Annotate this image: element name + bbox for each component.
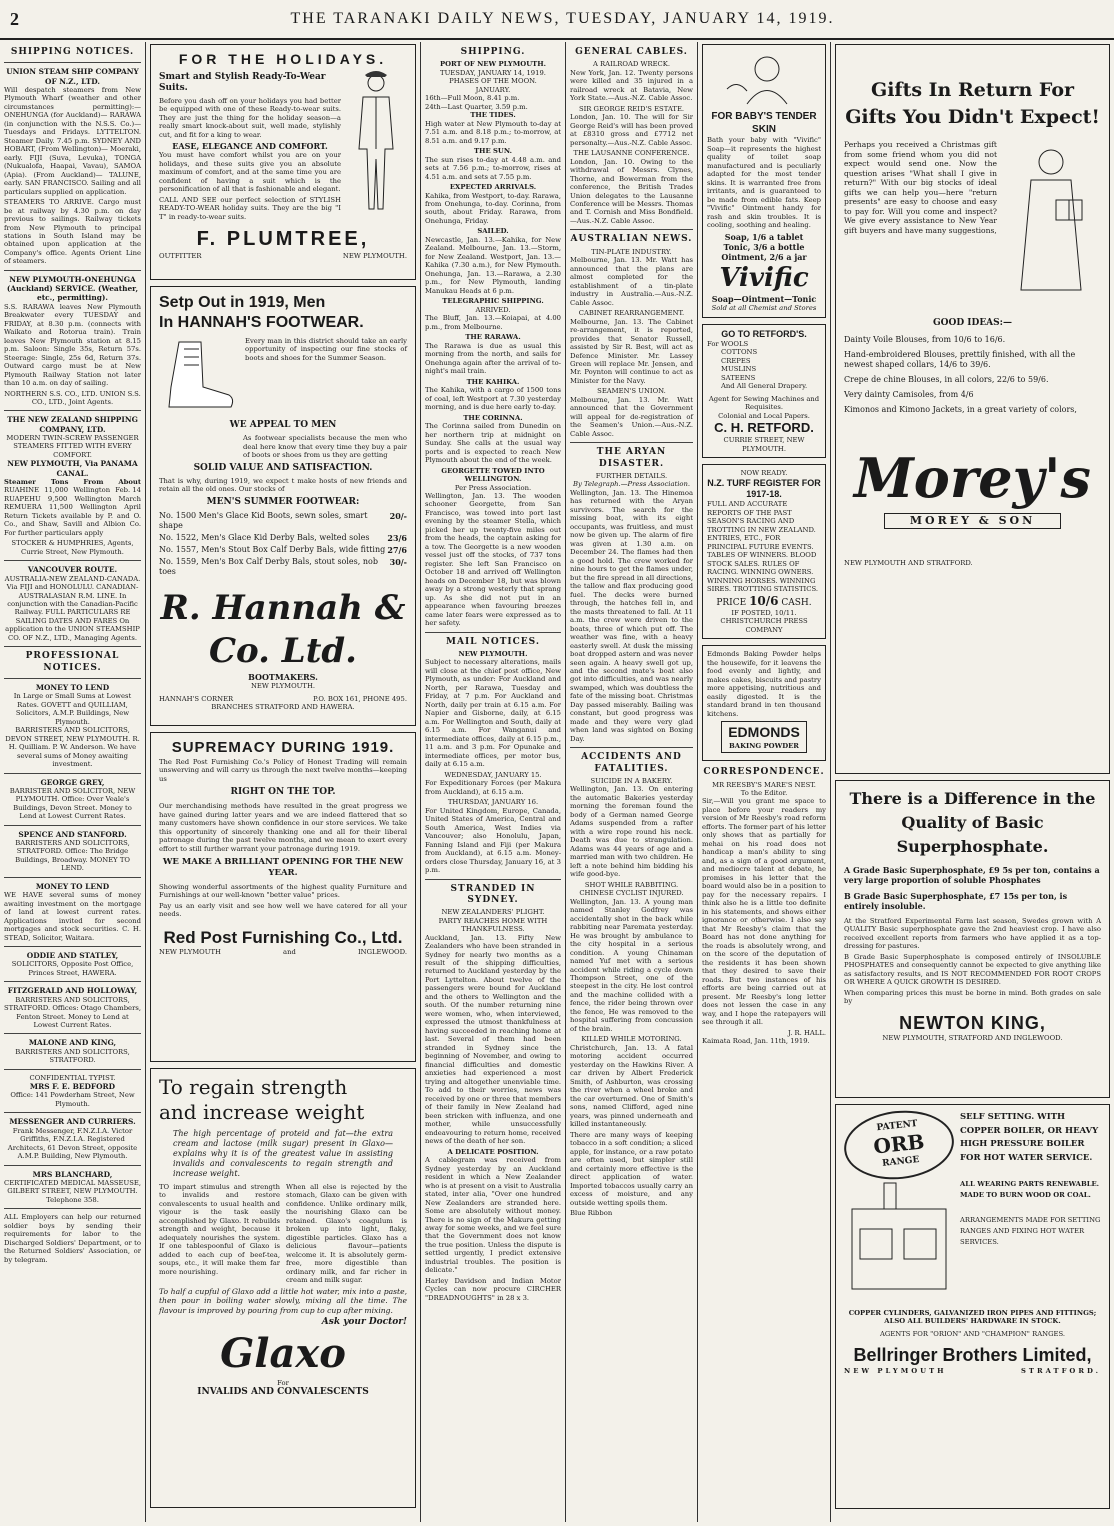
article-text: Sir,—Will you grant me space to place before your readers my version of Mr Reesby's road reform efforts. The former part of his letter only shows that as partially for mehai on his road does not handicap a man's ability to sing and, as a sign of a good argument, and mediocre talent at debate, he promises in his letter that the board would also be in a position to pay for the necessary repairs. I think also he is a little too definite in his statements, and shows either ignorance or otherwise. I also say that Mr Reesby's claim that the Board has not done anything for the roads is absolutely wrong, and on the score of the deputation of the residents it has been shown that they desired to save their roads. But two instances of his efforts are being carried out at present. Mr Reesby's long letter does not lessen the case in any way, and I hope the ratepayers will see through it all.: [702, 797, 827, 1027]
ad-footer: CURRIE STREET, NEW PLYMOUTH.: [723, 436, 805, 453]
notice-heading: SPENCE AND STANFORD.: [18, 829, 127, 839]
article-text: Wellington, Jan. 13. The wooden schooner Georgette, from San Francisco, was towed into port last evening by the steamer Stella, which picked her up twenty-five miles out from the heads, the captain asking for a tow. The Georgette is a new wooden vessel just off the stocks, of 737 tons register. She left San Francisco on October 18 and arrived off Wellington heads on December 18, but was blown away by a strong westerly that sprang up. As she did not put in an appearance when favouring breezes came later fears were expressed as to her safety.: [425, 491, 561, 628]
list-item: CREPES: [721, 356, 751, 365]
article-text: 16th—Full Moon, 8.41 p.m.: [425, 94, 520, 103]
table-row: REMUERA 11,500 Wellington April: [4, 503, 141, 512]
sub-heading: TIN-PLATE INDUSTRY.: [591, 247, 672, 256]
sub-heading: KILLED WHILE MOTORING.: [581, 1035, 682, 1044]
ad-footer: STRATFORD.: [1021, 1366, 1101, 1375]
article-text: 24th—Last Quarter, 3.59 p.m.: [425, 102, 528, 111]
notice-heading: MONEY TO LEND: [35, 881, 110, 891]
article-text: Blue Ribbon: [570, 1209, 613, 1218]
notice-body: BARRISTER AND SOLICITOR, NEW PLYMOUTH. Office: Over Veale's Buildings, Devon Street. Money to Lend at Lowest Current Rates.: [9, 786, 136, 821]
sub-heading: GEORGETTE TOWED INTO WELLINGTON.: [441, 466, 545, 484]
ad-subtitle: Smart and Stylish Ready-To-Wear Suits.: [159, 71, 326, 93]
section-heading: THE ARYAN DISASTER.: [596, 447, 667, 469]
ad-footer: NEW PLYMOUTH: [159, 947, 221, 956]
right-advertisements-column: [831, 42, 1114, 1522]
list-item: Dainty Voile Blouses, from 10/6 to 16/6.: [844, 335, 1006, 345]
red-post-name: Red Post Furnishing Co., Ltd.: [163, 927, 403, 947]
ad-body: Before you dash off on your holidays you had better be equipped with one of these Ready-to-wear suits. They are just the thing for the holiday season—a really smart knock-about suit, well made, stylishly cut, and fit for a king to wear.: [159, 97, 341, 139]
notice-body: BARRISTERS AND SOLICITORS, STRATFORD. Office: The Bridge Buildings, Broadway. MONEY TO LEND.: [15, 838, 130, 873]
morey-gifts-ad: [835, 44, 1110, 774]
sub-heading: SEAMEN'S UNION.: [597, 387, 666, 396]
sub-heading: PARTY REACHES HOME WITH THANKFULNESS.: [438, 916, 548, 934]
sub-heading: PHASES OF THE MOON.: [449, 77, 537, 86]
ad-footer: HANNAH'S CORNER: [159, 694, 234, 703]
ad-subheading: A Grade Basic Superphosphate, £9 5s per ton, contains a very large proportion of soluble Phosphates: [844, 865, 1100, 885]
ad-title: and increase weight: [159, 1100, 365, 1124]
morey-logo: Morey's: [854, 446, 1091, 511]
ad-body: The high percentage of proteid and fat—the extra cream and lactose (milk sugar) present in Glaxo—explains why it is of the greatest value in assisting invalids and convalescents to regain strength and increase weight.: [173, 1129, 393, 1178]
table-row: RUAHINE 11,000 Wellington Feb. 14: [4, 486, 141, 495]
ad-body: CALL AND SEE our perfect selection of STYLISH READY-TO-WEAR holiday suits. They are the big "I T" in ready-to-wear suits.: [159, 195, 341, 221]
ad-footer: NEW PLYMOUTH, STRATFORD AND INGLEWOOD.: [882, 1034, 1063, 1043]
vivific-ad: [702, 44, 826, 318]
article-text: Wellington, Jan. 13. A young man named Stanley Godfrey was accidentally shot in the back while rabbiting near Paremata yesterday. He was brought by ambulance to the city hospital in a serious condition. A young Chinaman named Yuf met with a serious accident while riding a cycle down Thompson Street, one of the steepest in the city. He lost control and the machine collided with a fence, the rider being thrown over the fence, He was removed to the hospital suffering from concussion of the brain.: [570, 897, 693, 1033]
retford-ad: [702, 324, 826, 459]
ad-footer: IF POSTED, 10/11.: [731, 608, 797, 617]
return-tickets: Return Tickets available by P. and O. Co., and Shaw, Savill and Albion Co. For further particulars apply: [4, 511, 141, 537]
vancouver-title: VANCOUVER ROUTE.: [27, 565, 118, 575]
section-heading: STRANDED IN SYDNEY.: [450, 883, 536, 905]
sub-heading: TELEGRAPHIC SHIPPING.: [442, 297, 544, 306]
notice-heading: MRS F. E. BEDFORD: [29, 1082, 116, 1092]
edmonds-ad: [702, 645, 826, 761]
ad-body: Agent for Sewing Machines and Requisites.: [708, 394, 820, 412]
sub-heading: ARRIVED.: [475, 305, 511, 314]
notice-body: SOLICITORS, Opposite Post Office, Princes Street, HAWERA.: [11, 960, 134, 977]
ad-title: There is a Difference in the Quality of Basic Superphosphate.: [849, 789, 1096, 856]
price-item: Soap, 1/6 a tablet: [724, 231, 804, 242]
sub-heading: SAILED.: [477, 227, 509, 236]
ad-body: As footwear specialists because the men who deal here know that every time they buy a pair of boots or shoes from us they are getting: [243, 434, 407, 460]
sub-heading: To the Editor.: [740, 789, 788, 797]
ad-title: In HANNAH'S FOOTWEAR.: [159, 314, 364, 331]
ad-body: Colonial and Local Papers.: [718, 411, 810, 420]
ad-body: Every man in this district should take an early opportunity of inspecting our fine stocks of boots and shoes for the Summer Season.: [245, 337, 407, 362]
superphosphate-ad: [835, 780, 1110, 1098]
article-text: High water at New Plymouth to-day at 7.51 a.m. and 8.18 p.m.; to-morrow, at 8.51 a.m. and 9.17 p.m.: [425, 119, 561, 145]
article-text: Kahika, from Westport, to-day. Rarawa, from Onehunga, to-day. Corinna, from south, about Friday. Rarawa, from Onehunga, Friday.: [425, 191, 561, 225]
sub-heading: SHOT WHILE RABBITING.: [584, 880, 679, 889]
article-text: Melbourne, Jan. 13. Mr. Watt announced that the Government will appeal for de-registration of the Seamen's Union.—Aus.-N.Z. Cable Assoc.: [570, 395, 693, 438]
ad-footer: P.O. BOX 161, PHONE 495.: [313, 694, 407, 703]
steamers-to-arrive: STEAMERS TO ARRIVE. Cargo must be at railway by 4.30 p.m. on day previous to sailings. Railway tickets from New Plymouth to principal stations in South Island may be obtained upon application at the Company's office. Agents Orient Line of steamers.: [4, 198, 141, 266]
notice-heading: CONFIDENTIAL TYPIST.: [29, 1073, 116, 1082]
ad-body: When comparing prices this must be borne in mind. Both grades on sale by: [844, 988, 1101, 1006]
ad-body: That is why, during 1919, we expect t make hosts of new friends and retain all the old ones. Our stocks of: [159, 476, 407, 494]
ad-body: You must have comfort whilst you are on your holidays, and these suits give you an absolute maximum of comfort, and at the same time you are confident of having a suit which is the personification of all that is fashionable and elegant.: [159, 151, 341, 194]
union-company-title: UNION STEAM SHIP COMPANY OF N.Z., LTD.: [6, 67, 139, 86]
ad-subheading: WE MAKE A BRILLIANT OPENING FOR THE NEW YEAR.: [162, 857, 404, 878]
notice-heading: MRS BLANCHARD,: [32, 1169, 113, 1179]
ad-footer: OUTFITTER: [159, 252, 202, 261]
ad-subheading: SELF SETTING. WITH COPPER BOILER, OR HEAVY HIGH PRESSURE BOILER FOR HOT WATER SERVICE.: [960, 1112, 1099, 1163]
sub-heading: THE TIDES.: [470, 111, 516, 120]
newspaper-title: THE TARANAKI DAILY NEWS, TUESDAY, JANUARY 14, 1919.: [290, 10, 835, 27]
price-item: No. 1559, Men's Box Calf Derby Bals, stout soles, nob toes 30/-: [159, 557, 407, 577]
article-text: London, Jan. 10. The will for Sir George Reid's will has been proved at £8310 gross and £7712 net personalty.—Aus.-N.Z. Cable Assoc.: [570, 113, 693, 147]
article-text: Wellington, Jan. 13. On entering the automatic Bakeries yesterday morning the foreman found the body of a German named George Adams suspended from a rafter with a wire rope round his neck. Death was due to strangulation. Adams was 44 years of age and a married man with two children. He left a note behind him bidding his wife good-bye.: [570, 785, 693, 879]
onehunga-title: NEW PLYMOUTH-ONEHUNGA (Auckland) SERVICE. (Weather, etc., permitting).: [6, 274, 139, 303]
ad-subheading: RIGHT ON THE TOP.: [230, 787, 336, 798]
article-text: For United Kingdom, Europe, Canada, United States of America, Central and South America, West Indies via Vancouver; also Honolulu, Japan, Fanning Island and Fiji (per Makura from Auckland), at 6.15 a.m. Money-orders close Thursday, January 16, at 3 p.m.: [425, 806, 561, 875]
ad-footer: NEW PLYMOUTH AND STRATFORD.: [844, 558, 973, 567]
ad-body: ARRANGEMENTS MADE FOR SETTING RANGES AND FIXING HOT WATER SERVICES.: [960, 1216, 1101, 1246]
ad-title: GO TO RETFORD'S.: [721, 328, 807, 339]
ad-body: Our merchandising methods have resulted in the great progress we have gained during latter years and we are indeed flattered that so many customers have shown confidence in our store services. We take this opportunity of sincerely thanking one and all for their liberal patronage during the past twelve months, and we mean to exert every effort to still further warrant your patronage during 1919.: [159, 802, 407, 853]
plumtree-name: F. PLUMTREE,: [196, 228, 370, 251]
price-item: Ointment, 2/6 a jar: [721, 251, 807, 262]
list-item: Hand-embroidered Blouses, prettily finished, with all the newest shaped collars, 14/6 to 39/6.: [844, 350, 1076, 370]
ad-body: TO impart stimulus and strength to invalids and restore convalescents to usual health and vigour is the task easily accomplished by Glaxo. It rebuilds strength and weight, because it adequately nourishes the system. If one tablespoonful of Glaxo is added to each cup of beef-tea, soups, etc., it will make them far more nourishing.: [159, 1183, 280, 1276]
ad-footer: Sold at all Chemist and Stores: [711, 304, 817, 313]
notice-heading: FITZGERALD AND HOLLOWAY,: [7, 986, 138, 996]
onehunga-body: S.S. RARAWA leaves New Plymouth Breakwater every TUESDAY and FRIDAY, at 8.30 p.m. (connects with Waikato and Rotorua train). Train leaves New Plymouth station at 8.15 p.m. Saloon: Single 35s, Return 57s. Steerage: Single, 25s 6d, Return 37s. Outward cargo must be at New Plymouth Railway Station not later than 10 a.m. on day of sailing.: [4, 302, 141, 388]
notice-body: BARRISTERS AND SOLICITORS, DEVON STREET, NEW PLYMOUTH. R. H. Quilliam. P. W. Anderson. We have several sums of Money awaiting investment.: [5, 726, 140, 769]
ad-body: AGENTS FOR "ORION" AND "CHAMPION" RANGES.: [879, 1329, 1066, 1338]
sub-heading: NEW PLYMOUTH.: [458, 649, 528, 658]
vivific-logo: Vivific: [719, 262, 809, 293]
ad-footer: BRANCHES STRATFORD AND HAWERA.: [211, 703, 355, 712]
ad-title: Gifts In Return For Gifts You Didn't Expect!: [845, 79, 1100, 128]
sub-heading: THE RARAWA.: [465, 333, 521, 342]
ad-footer: NEW PLYMOUTH.: [342, 252, 407, 261]
retford-name: C. H. RETFORD.: [714, 420, 814, 436]
sub-heading: FURTHER DETAILS.: [595, 471, 668, 480]
ad-body: FULL AND ACCURATE REPORTS OF THE PAST SEASON'S RACING AND TROTTING IN NEW ZEALAND. ENTRIES, ETC., FOR PRINCIPAL FUTURE EVENTS. TABLES OF WINNERS. BLOOD STOCK SALES. RULES OF RACING. WINNING OWNERS. WINNING HORSES. WINNING SIRES. TROTTING STATISTICS.: [707, 500, 819, 594]
notice-heading: MONEY TO LEND: [35, 682, 110, 692]
ad-subheading: EASE, ELEGANCE AND COMFORT.: [172, 141, 328, 152]
ad-title: N.Z. TURF REGISTER FOR 1917-18.: [707, 477, 821, 500]
notice-heading: MESSENGER AND CURRIERS.: [9, 1117, 136, 1127]
steamer-table: Steamer Tons From About RUAHINE 11,000 Wellington Feb. 14 RUAPEHU 9,500 Wellington March REMUERA 11,500 Wellington April: [4, 477, 141, 512]
notice-body: BARRISTERS AND SOLICITORS, STRATFORD.: [15, 1047, 130, 1065]
section-heading: PROFESSIONAL NOTICES.: [25, 651, 120, 673]
sub-heading: TUESDAY, JANUARY 14, 1919.: [440, 68, 546, 77]
ad-footer: NEW PLYMOUTH.: [250, 682, 316, 691]
list-item: Kimonos and Kimono Jackets, in a great variety of colors,: [844, 405, 1077, 415]
sub-heading: THE KAHIKA.: [466, 377, 520, 386]
price-value: 10/6: [749, 593, 779, 608]
ads-and-correspondence-column: [698, 42, 830, 1522]
list-item: SATEENS: [721, 373, 756, 382]
sub-heading: By Telegraph.—Press Association.: [572, 480, 691, 489]
article-text: New York, Jan. 12. Twenty persons were killed and 35 injured in a railroad wreck at Batavia, New York State.—Aus.-N.Z. Cable Assoc.: [570, 68, 693, 103]
union-body: Will despatch steamers from New Plymouth Wharf (weather and other circumstances permitting):— ONEHUNGA (for Auckland)— RARAWA (in conjunction with the N.S.S. Co.)—Tuesdays and Fridays. LYTTELTON. Steamer Daily. 7.45 p.m. SYDNEY AND HOBART, (From Wellington)— Moeraki, early. FIJI (Suva, Levuka), TONGA (Nukualofa, Haapai, Vavau), SAMOA (Apia). (From Auckland)— TALUNE, early. SAN FRANCISCO. Sailing and all particulars supplied on application.: [4, 85, 141, 196]
article-text: There are many ways of keeping tobacco in a soft condition; a sliced apple, for instance, or a raw potato are often used, but simpler still and certainly more effective is the direct application of water. Imported tobaccos usually carry an excess of moisture, and any outside wetting spoils them.: [570, 1130, 693, 1207]
sub-heading: A RAILROAD WRECK.: [592, 60, 670, 69]
notice-body: ALL Employers can help our returned soldier boys by sending their requirements for labor to the Discharged Soldiers' Department, or to the Returned Soldiers' Association, or by telegram.: [4, 1213, 141, 1264]
glaxo-ad: [150, 1068, 416, 1508]
ad-footer: and: [283, 947, 296, 956]
ad-title: Setp Out in 1919, Men: [159, 294, 326, 311]
morey-logo-sub: MOREY & SON: [884, 513, 1061, 529]
article-text: Christchurch, Jan. 13. A fatal motoring accident occurred yesterday on the Hawkins River. A car driven by Albert Frederick Smith, of Ashburton, was crossing the river when a wheel broke and the car overturned. One of Smith's sons, named Clifford, aged nine years, was pinned underneath and killed instantaneously.: [570, 1043, 693, 1129]
ad-body: Pay us an early visit and see how well we have catered for all your needs.: [159, 901, 407, 919]
suited-man-illustration: [345, 69, 407, 219]
article-text: Newcastle, Jan. 13.—Kahika, for New Zealand. Melbourne, Jan. 13.—Storm, for New Zealand. Westport, Jan. 13.—Kahika (7.30 a.m.), for New Plymouth. Onehunga, Jan. 13.—Rarawa, a 2.30 p.m., for New Plymouth, landing Manukau Heads at 6 p.m.: [425, 235, 561, 295]
ad-body: B Grade Basic Superphosphate is composed entirely of INSOLUBLE PHOSPHATES and consequently cannot be expected to give anything like as satisfactory results, and IS NOT RECOMMENDED FOR ROOT CROPS OR WHERE A QUICK GROWTH IS DESIRED.: [844, 952, 1101, 987]
list-item: And All General Drapery.: [721, 382, 808, 391]
article-text: Harley Davidson and Indian Motor Cycles can now procure CIRCHER "DREADNOUGHTS" in 28 x 3.: [425, 1276, 561, 1302]
nz-shipping-title: THE NEW ZEALAND SHIPPING COMPANY, LTD.: [7, 415, 138, 434]
notice-body: In Large or Small Sums at Lowest Rates. GOVETT and QUILLIAM, Solicitors, A.M.P. Buildings, New Plymouth.: [13, 692, 132, 726]
notice-heading: MALONE AND KING,: [28, 1038, 117, 1048]
orb-range-ad: [835, 1104, 1110, 1509]
column-rule: [145, 42, 146, 1522]
page-number: 2: [10, 8, 21, 29]
ad-subheading: Ask your Doctor!: [321, 1317, 407, 1328]
article-text: Melbourne, Jan. 13. Mr. Watt has announced that the plans are almost completed for the establishment of a tin-plate industry in Australia.—Aus.-N.Z. Cable Assoc.: [570, 256, 693, 307]
article-text: Kaimata Road, Jan. 11th, 1919.: [702, 1037, 810, 1046]
notice-body: Frank Messenger, F.N.Z.I.A. Victor Griffiths, F.N.Z.I.A. Registered Architects, 61 Devon Street, opposite A.M.P. Building, New Plymouth.: [7, 1126, 138, 1161]
article-text: Wellington, Jan. 13. The Hinemoa has returned with the Aryan survivors. The search for the missing boat, with its eight occupants, was fruitless, and must now be given up. The alarm of fire was given at 1.30 a.m. on December 24. The flames had then a good hold. The crew worked for nine hours to get the flames under, but the fire spread in all directions, the tallow and flax producing good fuel. The decks were burned through, the hatches fell in, and the masts threatened to fall. At 11 a.m. the crew were driven to the boats, three of which put off. The weather was fine, with a heavy easterly swell. At dusk the missing boat dropped astern and was never seen again. A heavy swell got up, and the second mate's boat also got into difficulties, and was nearly swamped, which was doubtless the fate of the missing boat. Christmas Day passed miserably. Bailing was constant, but good progress was made and they were very glad when land was sighted on Boxing Day.: [570, 488, 693, 743]
section-heading: MAIL NOTICES.: [446, 636, 540, 647]
bellringer-name: Bellringer Brothers Limited,: [853, 1345, 1092, 1366]
section-heading: SHIPPING.: [460, 47, 526, 57]
plumtree-ad: [150, 44, 416, 280]
turf-register-ad: [702, 464, 826, 639]
article-text: The Corinna sailed from Dunedin on her northern trip at midnight on Sunday. She calls at the usual way ports and is expected to reach New Plymouth about the end of the week.: [425, 422, 561, 465]
woman-with-gift-illustration: [1001, 140, 1101, 300]
list-item: Very dainty Camisoles, from 4/6: [844, 390, 974, 400]
article-signature: J. R. HALL.: [788, 1028, 826, 1037]
newton-king-name: NEWTON KING,: [899, 1012, 1046, 1033]
notice-heading: ODDIE AND STATLEY,: [26, 951, 119, 961]
glaxo-logo: Glaxo: [220, 1329, 346, 1377]
ad-subheading: GOOD IDEAS:—: [933, 318, 1012, 329]
red-post-furnishing-ad: [150, 732, 416, 1062]
ad-body: Bath your baby with "Vivific" Soap—it represents the highest quality of toilet soap manufactured and is peculiarly adapted for the most tender skins. It is warranted free from irritants, and is guaranteed to be made from edible fats. Keep "Vivific" Ointment handy for rash and skin troubles. It is cooling, soothing and healing.: [707, 136, 821, 230]
general-cables-column: [566, 42, 697, 1522]
ad-subheading: MEN'S SUMMER FOOTWEAR:: [206, 496, 360, 507]
ad-title: SUPREMACY DURING 1919.: [171, 739, 395, 756]
sub-heading: PORT OF NEW PLYMOUTH.: [439, 60, 546, 69]
notice-heading: GEORGE GREY,: [40, 777, 105, 787]
ad-footer: For: [277, 1378, 289, 1387]
section-heading: AUSTRALIAN NEWS.: [570, 234, 693, 245]
orb-badge: ORB: [872, 1129, 926, 1159]
table-row: RUAPEHU 9,500 Wellington March: [4, 494, 141, 503]
article-text: Melbourne, Jan. 13. The Cabinet re-arrangement, it is reported, provides that Senator Russell, assisted by Sir R. Best, will act as Defence Minister. Mr. Lassey Green will replace Mr. Jensen, and Mr. Poynton will continue to act as Minister for the Navy.: [570, 317, 693, 385]
advertisements-column: [147, 42, 419, 1522]
stocker-agents: STOCKER & HUMPHRIES, Agents, Currie Street, New Plymouth.: [11, 539, 134, 556]
orb-badge: RANGE: [881, 1155, 920, 1170]
ad-subheading: SOLID VALUE AND SATISFACTION.: [193, 462, 373, 473]
sub-heading: JANUARY.: [475, 85, 511, 94]
article-text: For Expeditionary Forces (per Makura from Auckland), at 6.15 a.m.: [425, 779, 561, 796]
sub-heading: THE CORINNA.: [463, 413, 523, 422]
price-item: No. 1522, Men's Glace Kid Derby Bals, welted soles 23/6: [159, 533, 407, 544]
baby-illustration: [707, 49, 825, 109]
vancouver-body: AUSTRALIA-NEW ZEALAND-CANADA. Via FIJI and HONOLULU. CANADIAN-AUSTRALASIAN R.M. LINE. In conjunction with the Canadian-Pacific Railway. FULL PARTICULARS RE SAILING DATES AND FARES On application to the UNION STEAMSHIP CO. OF N.Z., LTD., Managing Agents.: [4, 574, 141, 642]
sub-heading: EXPECTED ARRIVALS.: [449, 183, 537, 192]
section-heading: ACCIDENTS AND FATALITIES.: [581, 752, 682, 774]
notice-body: CERTIFICATED MEDICAL MASSEUSE, GILBERT STREET, NEW PLYMOUTH. Telephone 358.: [4, 1178, 141, 1204]
ad-footer: NEW PLYMOUTH: [844, 1366, 947, 1375]
orb-badge: PATENT: [876, 1118, 918, 1134]
list-item: COTTONS: [721, 348, 758, 357]
price-label: PRICE: [716, 597, 747, 608]
list-item: For WOOLS: [707, 339, 749, 348]
sub-heading: THE LAUSANNE CONFERENCE.: [573, 149, 690, 158]
notice-body: Office: 141 Powderham Street, New Plymouth.: [10, 1091, 135, 1108]
sub-heading: WEDNESDAY, JANUARY 15.: [444, 770, 542, 779]
notice-body: BARRISTERS AND SOLICITORS, STRATFORD. Offices: Otago Chambers, Fenton Street. Money to Lend at Lowest Current Rates.: [4, 995, 141, 1029]
ad-body: ALL WEARING PARTS RENEWABLE. MADE TO BURN WOOD OR COAL.: [960, 1180, 1100, 1200]
panama-route: NEW PLYMOUTH, Via PANAMA CANAL.: [7, 459, 138, 478]
ad-footer: BOOTMAKERS.: [248, 672, 318, 683]
list-item: Crepe de chine Blouses, in all colors, 22/6 to 59/6.: [844, 375, 1049, 385]
twin-screw: MODERN TWIN-SCREW PASSENGER STEAMERS FITTED WITH EVERY COMFORT.: [6, 433, 139, 459]
ad-footer: INVALIDS AND CONVALESCENTS: [197, 1387, 369, 1397]
sub-heading: SIR GEORGE REID'S ESTATE.: [578, 104, 685, 113]
article-text: A cablegram was received from Sydney yesterday by an Auckland resident in which a New Zealander who is at present on a visit to Australia stated, inter alia, "Over one hundred New Zealanders are stranded here. Some are absolutely without money. There is no sign of the Makura getting away for some weeks, and we feel sure that the Government does not know the true position. Unless the dispute is settled urgently, I predict extensive industrial troubles. The position is delicate.": [425, 1156, 561, 1275]
ad-footer: CHRISTCHURCH PRESS COMPANY: [720, 617, 808, 634]
section-heading: CORRESPONDENCE.: [703, 767, 825, 778]
ad-body: Edmonds Baking Powder helps the housewife, for it leavens the food evenly and lightly, and makes cakes, biscuits and pastry more appetising, nutritious and easily digested. It is the standard brand in ten thousand kitchens.: [707, 650, 821, 718]
edmonds-logo-sub: BAKING POWDER: [729, 741, 799, 750]
range-stove-illustration: [844, 1179, 954, 1299]
ad-title: FOR BABY'S TENDER SKIN: [711, 111, 817, 135]
section-heading: GENERAL CABLES.: [575, 47, 688, 57]
sub-heading: SUICIDE IN A BAKERY.: [590, 776, 673, 785]
sub-heading: CHINESE CYCLIST INJURED.: [579, 889, 684, 898]
northern-agents: NORTHERN S.S. CO., LTD. UNION S.S. CO., LTD., Joint Agents.: [4, 389, 141, 406]
ad-subheading: Soap—Ointment—Tonic: [711, 294, 817, 305]
section-heading: SHIPPING NOTICES.: [10, 47, 135, 57]
masthead: [0, 0, 1114, 40]
ad-body: Perhaps you received a Christmas gift from some friend whom you did not expect would send one. Now the question arises "What shall I give in return?" With our big stocks of ideal gifts we can help you—here "return presents" are easy to choose and easy to pay for. Will you come and inspect? We give every assistance to New Year gift buyers and have many suggestions,: [844, 140, 997, 235]
ad-body: COPPER CYLINDERS, GALVANIZED IRON PIPES AND FITTINGS; ALSO ALL BUILDERS' HARDWARE IN STOCK.: [848, 1308, 1097, 1326]
hannah-logo: R. Hannah & Co. Ltd.: [160, 588, 406, 671]
hannah-footwear-ad: [150, 286, 416, 726]
ad-subheading: WE APPEAL TO MEN: [229, 420, 337, 430]
article-text: The Bluff, Jan. 13.—Koiapai, at 4.00 p.m., from Melbourne.: [425, 314, 561, 331]
article-text: London, Jan. 10. Owing to the withdrawal of Messrs. Clynes, Thorne, and Bowerman from the conference, the British Trades Union delegates to the Lausanne Conference will be Messrs. Thomas and T. Cornish and Miss Bondfield.—Aus.-N.Z. Cable Assoc.: [570, 157, 693, 225]
ad-subheading: B Grade Basic Superphosphate, £7 15s per ton, is entirely insoluble.: [844, 891, 1068, 911]
price-label: CASH.: [781, 597, 812, 608]
article-text: The Rarawa is due as usual this morning from the north, and sails for Onehunga again after the arrival of to-night's mail train.: [425, 341, 561, 376]
price-item: No. 1500 Men's Glace Kid Boots, sewn soles, smart shape 20/-: [159, 511, 407, 531]
edmonds-logo: EDMONDS: [728, 724, 800, 741]
ad-body: At the Stratford Experimental Farm last season, Swedes grown with A QUALITY Basic superphosphate gave the 2nd heaviest crop. I have also received excellent reports from farmers who have applied it as a top-dressing for pastures.: [844, 917, 1101, 951]
ad-footer: INGLEWOOD.: [357, 947, 407, 956]
sub-heading: MR REESBY'S MARE'S NEST.: [712, 780, 816, 789]
sub-heading: THE SUN.: [473, 147, 512, 156]
article-text: The sun rises to-day at 4.48 a.m. and sets at 7.56 p.m.; to-morrow, rises at 4.51 a.m. and sets at 7.55 p.m.: [425, 155, 561, 181]
ad-body: NOW READY.: [740, 469, 788, 478]
ad-title: FOR THE HOLIDAYS.: [178, 51, 388, 67]
sub-heading: CABINET REARRANGEMENT.: [578, 309, 685, 318]
notice-body: WE HAVE several sums of money awaiting investment on the mortgage of land at lowest current rates. Applications invited for second mortgages and stock securities. C. H. STEAD, Solicitor, Waitara.: [4, 891, 141, 942]
sub-heading: NEW ZEALANDERS' PLIGHT.: [441, 908, 545, 917]
sub-heading: Per Press Association.: [454, 483, 532, 492]
article-text: The Kahika, with a cargo of 1500 tons of coal, left Westport at 7.30 yesterday morning, and is due here early to-day.: [425, 386, 561, 412]
ad-body: To half a cupful of Glaxo add a little hot water, mix into a paste, then pour in boiling water slowly, mixing all the time. The flavour is improved by pouring from cup to cup after mixing.: [159, 1286, 407, 1315]
ad-body: When all else is rejected by the stomach, Glaxo can be given with confidence. Unlike ordinary milk, the nourishing Glaxo can be retained. Glaxo's coagulum is broken up into light, flaky, digestible particles. Glaxo has a delicious flavour—patients welcome it. It is absolutely germ-free, more digestible than ordinary milk, and far richer in cream and milk sugar.: [286, 1183, 407, 1285]
ad-body: Showing wonderful assortments of the highest quality Furniture and Furnishings at our well-known "better value" prices.: [159, 882, 407, 900]
list-item: MUSLINS: [721, 365, 757, 374]
price-item: Tonic, 3/6 a bottle: [723, 241, 805, 252]
article-text: Auckland, Jan. 13. Fifty New Zealanders who have been stranded in Sydney for nearly two months as a result of the shipping difficulties, returned to Auckland yesterday by the Port Lyttelton. About twelve of the passengers were bound for Auckland and the others to Wellington and the south. Of the number returning nine were women, who, when interviewed, expressed the utmost thankfulness at having succeeded in reaching home at last. Several of them had been stranded in Sydney since the beginning of November, and owing to financial difficulties and domestic anxieties had experienced a most trying and altogether unenviable time. To add to their worries, news was received by one or three that members of their family in New Zealand had been stricken with influenza, and one mother, while unsuccessfully endeavouring to return home, received news of the death of her son.: [425, 933, 561, 1146]
shipping-notices-column: [0, 42, 145, 1522]
ad-body: The Red Post Furnishing Co.'s Policy of Honest Trading will remain unswerving and will carry us through the next twelve months—keeping us: [159, 757, 407, 783]
shipping-news-column: [421, 42, 565, 1522]
sub-heading: A DELICATE POSITION.: [447, 1147, 539, 1156]
boot-illustration: [159, 337, 239, 417]
price-item: No. 1557, Men's Stout Box Calf Derby Bals, wide fitting 27/6: [159, 545, 407, 556]
ad-title: To regain strength: [159, 1075, 348, 1099]
article-text: Subject to necessary alterations, mails will close at the chief post office, New Plymouth, as under: For Auckland and North, per Rarawa, Tuesday and Friday, at 7 p.m. For Auckland and North, daily per train at 6.15 a.m. For Napier and Gisborne, daily, at 6.15 a.m. For Wellington and South, daily at 6.15 a.m. For Wanganui and intermediate offices, daily at 6.15 p.m., 11 a.m. and 3 p.m. For Opunake and intermediate offices, per motor bus, daily at 6.15 a.m.: [425, 658, 561, 769]
sub-heading: THURSDAY, JANUARY 16.: [447, 798, 539, 807]
